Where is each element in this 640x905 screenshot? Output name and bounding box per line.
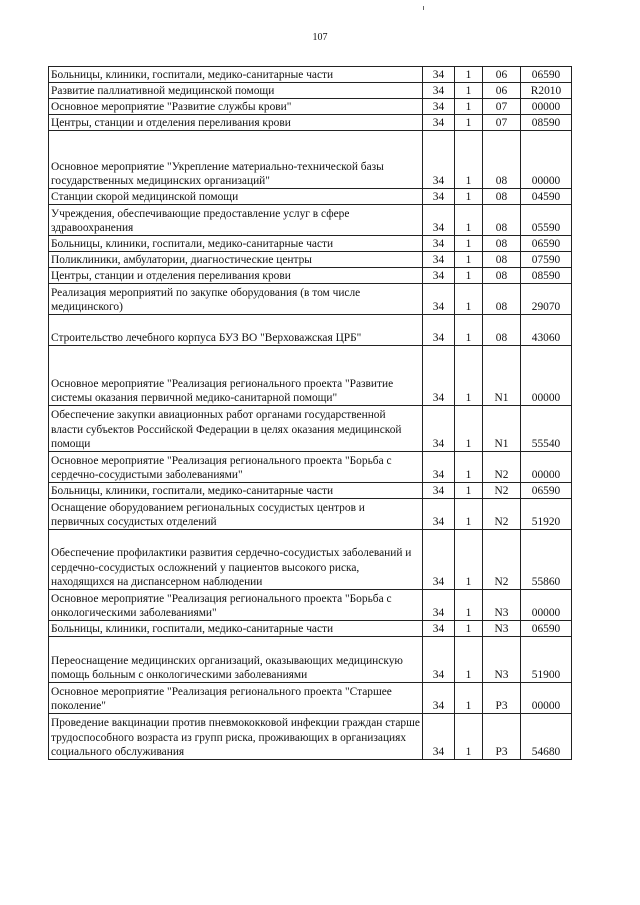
row-code-b-cell: 1 [455,252,483,268]
row-code-c-cell: 06 [483,67,521,83]
row-code-a-cell: 34 [423,590,455,621]
row-code-b-cell: 1 [455,205,483,236]
row-code-a-cell: 34 [423,530,455,590]
row-code-d-cell: 00000 [521,590,572,621]
table-row [49,315,572,346]
row-name-cell: Реализация мероприятий по закупке оборудования (в том числе медицинского) [49,284,423,315]
row-name-cell: Проведение вакцинации против пневмококковой инфекции граждан старше трудоспособного возраста из групп риска, проживающих в организациях социального обслуживания [49,714,423,760]
row-code-d-cell: 00000 [521,683,572,714]
row-code-d-cell: 00000 [521,131,572,189]
row-code-a-cell: 34 [423,637,455,683]
row-code-d-cell: 06590 [521,236,572,252]
row-code-a-cell: 34 [423,236,455,252]
table-row [49,406,572,452]
row-code-d-cell: 00000 [521,99,572,115]
row-code-a-cell: 34 [423,499,455,530]
row-code-a-cell: 34 [423,189,455,205]
row-code-a-cell: 34 [423,714,455,760]
row-code-a-cell: 34 [423,406,455,452]
row-code-d-cell: 54680 [521,714,572,760]
table-row [49,530,572,590]
row-code-d-cell: 08590 [521,268,572,284]
row-code-c-cell: 08 [483,189,521,205]
row-code-a-cell: 34 [423,83,455,99]
table-row [49,67,572,83]
row-code-d-cell: 05590 [521,205,572,236]
row-code-a-cell: 34 [423,131,455,189]
row-name-cell: Развитие паллиативной медицинской помощи [49,83,423,99]
budget-table [48,66,572,760]
row-code-d-cell: 00000 [521,346,572,406]
row-code-b-cell: 1 [455,115,483,131]
row-name-cell: Больницы, клиники, госпитали, медико-санитарные части [49,67,423,83]
table-row [49,99,572,115]
row-code-d-cell: 07590 [521,252,572,268]
row-code-b-cell: 1 [455,315,483,346]
row-code-d-cell: 55860 [521,530,572,590]
row-code-b-cell: 1 [455,590,483,621]
row-code-d-cell: 43060 [521,315,572,346]
row-code-a-cell: 34 [423,683,455,714]
row-code-b-cell: 1 [455,189,483,205]
row-name-cell: Учреждения, обеспечивающие предоставление услуг в сфере здравоохранения [49,205,423,236]
row-code-c-cell: 06 [483,83,521,99]
row-name-cell: Основное мероприятие "Реализация регионального проекта "Борьба с онкологическими заболеваниями" [49,590,423,621]
row-code-a-cell: 34 [423,205,455,236]
row-code-b-cell: 1 [455,499,483,530]
row-code-b-cell: 1 [455,621,483,637]
row-code-c-cell: P3 [483,683,521,714]
row-code-c-cell: 08 [483,236,521,252]
row-code-d-cell: 55540 [521,406,572,452]
row-name-cell: Поликлиники, амбулатории, диагностические центры [49,252,423,268]
table-row [49,131,572,189]
row-code-c-cell: 08 [483,268,521,284]
row-code-b-cell: 1 [455,268,483,284]
table-row [49,714,572,760]
row-code-a-cell: 34 [423,115,455,131]
row-code-d-cell: 04590 [521,189,572,205]
row-code-c-cell: 08 [483,205,521,236]
row-code-b-cell: 1 [455,67,483,83]
row-code-c-cell: N2 [483,499,521,530]
table-row [49,268,572,284]
row-code-a-cell: 34 [423,621,455,637]
row-name-cell: Основное мероприятие "Реализация регионального проекта "Развитие системы оказания первичной медико-санитарной помощи" [49,346,423,406]
table-row [49,621,572,637]
row-code-b-cell: 1 [455,99,483,115]
row-name-cell: Центры, станции и отделения переливания крови [49,115,423,131]
row-name-cell: Основное мероприятие "Реализация регионального проекта "Борьба с сердечно-сосудистыми заболеваниями" [49,452,423,483]
row-code-b-cell: 1 [455,236,483,252]
row-code-b-cell: 1 [455,637,483,683]
row-name-cell: Основное мероприятие "Реализация регионального проекта "Старшее поколение" [49,683,423,714]
row-code-b-cell: 1 [455,714,483,760]
row-code-b-cell: 1 [455,452,483,483]
row-code-b-cell: 1 [455,530,483,590]
row-code-b-cell: 1 [455,406,483,452]
row-code-d-cell: 06590 [521,483,572,499]
row-code-a-cell: 34 [423,452,455,483]
row-code-a-cell: 34 [423,99,455,115]
row-name-cell: Центры, станции и отделения переливания крови [49,268,423,284]
row-code-a-cell: 34 [423,315,455,346]
row-name-cell: Обеспечение закупки авиационных работ органами государственной власти субъектов Российской Федерации в целях оказания медицинской помощи [49,406,423,452]
row-code-b-cell: 1 [455,483,483,499]
row-name-cell: Больницы, клиники, госпитали, медико-санитарные части [49,621,423,637]
table-row [49,205,572,236]
row-code-a-cell: 34 [423,67,455,83]
row-code-c-cell: N3 [483,590,521,621]
row-code-c-cell: N1 [483,406,521,452]
row-code-d-cell: R2010 [521,83,572,99]
row-code-d-cell: 51920 [521,499,572,530]
table-row [49,499,572,530]
row-code-b-cell: 1 [455,131,483,189]
row-name-cell: Обеспечение профилактики развития сердечно-сосудистых заболеваний и сердечно-сосудистых осложнений у пациентов высокого риска, находящихся на диспансерном наблюдении [49,530,423,590]
row-code-d-cell: 29070 [521,284,572,315]
table-body [49,67,572,760]
table-row [49,236,572,252]
row-name-cell: Больницы, клиники, госпитали, медико-санитарные части [49,483,423,499]
row-code-c-cell: N3 [483,621,521,637]
row-code-c-cell: 08 [483,315,521,346]
row-code-a-cell: 34 [423,346,455,406]
row-name-cell: Строительство лечебного корпуса БУЗ ВО "Верховажская ЦРБ" [49,315,423,346]
table-row [49,483,572,499]
table-row [49,637,572,683]
row-code-d-cell: 08590 [521,115,572,131]
row-code-a-cell: 34 [423,252,455,268]
row-code-b-cell: 1 [455,346,483,406]
row-name-cell: Переоснащение медицинских организаций, оказывающих медицинскую помощь больным с онкологическими заболеваниями [49,637,423,683]
row-code-c-cell: 08 [483,252,521,268]
row-name-cell: Станции скорой медицинской помощи [49,189,423,205]
row-code-d-cell: 00000 [521,452,572,483]
row-code-c-cell: P3 [483,714,521,760]
table-row [49,83,572,99]
row-code-c-cell: 07 [483,99,521,115]
table-row [49,346,572,406]
row-code-d-cell: 51900 [521,637,572,683]
row-code-c-cell: N2 [483,530,521,590]
row-code-c-cell: 08 [483,131,521,189]
row-name-cell: Больницы, клиники, госпитали, медико-санитарные части [49,236,423,252]
row-code-c-cell: N1 [483,346,521,406]
row-code-b-cell: 1 [455,83,483,99]
row-code-b-cell: 1 [455,284,483,315]
table-row [49,284,572,315]
row-code-c-cell: N2 [483,452,521,483]
page-number: 107 [312,32,328,43]
row-code-c-cell: N2 [483,483,521,499]
table-row [49,189,572,205]
table-row [49,590,572,621]
row-code-b-cell: 1 [455,683,483,714]
row-name-cell: Оснащение оборудованием региональных сосудистых центров и первичных сосудистых отделений [49,499,423,530]
table-row [49,115,572,131]
row-code-a-cell: 34 [423,483,455,499]
scan-mark [423,6,424,10]
row-code-c-cell: N3 [483,637,521,683]
row-name-cell: Основное мероприятие "Укрепление материально-технической базы государственных медицинских организаций" [49,131,423,189]
table-row [49,452,572,483]
row-code-a-cell: 34 [423,284,455,315]
row-code-c-cell: 07 [483,115,521,131]
row-name-cell: Основное мероприятие "Развитие службы крови" [49,99,423,115]
row-code-c-cell: 08 [483,284,521,315]
table-row [49,683,572,714]
row-code-a-cell: 34 [423,268,455,284]
row-code-d-cell: 06590 [521,67,572,83]
row-code-d-cell: 06590 [521,621,572,637]
table-row [49,252,572,268]
